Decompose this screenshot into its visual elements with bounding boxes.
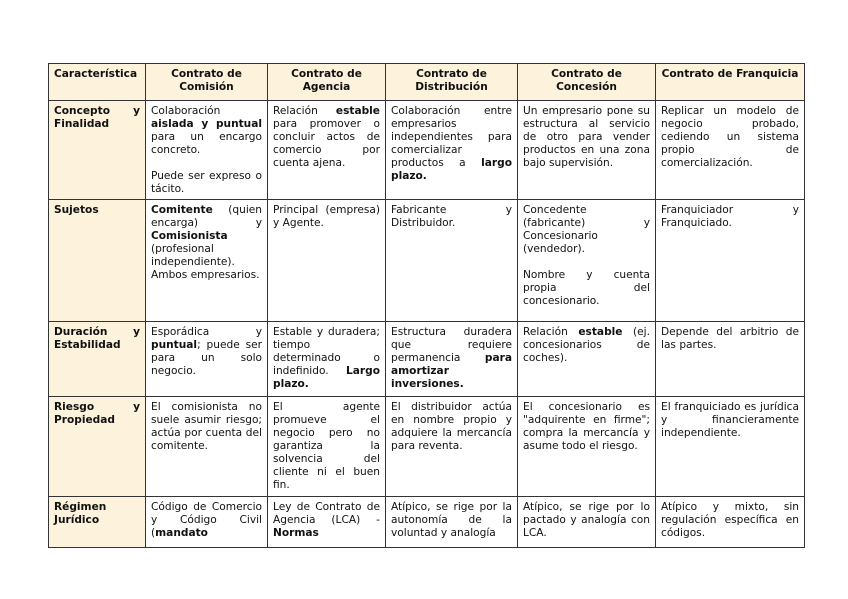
header-row [49, 64, 805, 101]
cell-text: Replicar un modelo de negocio probado, cediendo un sistema propio de comercialización. [661, 105, 799, 169]
cell-text: El distribuidor actúa en nombre propio y adquiere la mercancía para reventa. [391, 401, 512, 452]
bold-text: Largo plazo. [273, 365, 380, 390]
bold-text: Comitente [151, 204, 213, 216]
cell-text: Ley de Contrato de Agencia (LCA) - [273, 501, 380, 526]
table-cell [518, 497, 656, 548]
table-cell [518, 200, 656, 322]
cell-text: Relación [523, 326, 579, 338]
bold-text: mandato [155, 527, 208, 539]
header-agencia: Contrato de Agencia [268, 64, 386, 101]
table-cell [268, 322, 386, 397]
cell-text: Colaboración [151, 105, 221, 117]
table-row [49, 322, 805, 397]
bold-text: estable [335, 105, 380, 117]
table-cell [656, 397, 805, 497]
table-row [49, 200, 805, 322]
cell-text: El franquiciado es jurídica y financieramente independiente. [661, 401, 799, 439]
cell-paragraph [151, 170, 262, 196]
header-franquicia: Contrato de Franquicia [656, 64, 805, 101]
table-cell [146, 322, 268, 397]
cell-text: Depende del arbitrio de las partes. [661, 326, 799, 351]
table-cell [268, 101, 386, 200]
cell-text: Nombre y cuenta propia del concesionario. [523, 269, 650, 307]
cell-text: (profesional independiente). Ambos empresarios. [151, 243, 260, 281]
bold-text: para amortizar inversiones. [391, 352, 512, 390]
table-cell [386, 497, 518, 548]
cell-text: ; puede ser para un solo negocio. [151, 339, 262, 377]
cell-text: Estructura duradera que requiere permanencia [391, 326, 512, 364]
cell-text: Fabricante y Distribuidor. [391, 204, 512, 229]
table-row [49, 497, 805, 548]
cell-text: Atípico, se rige por lo pactado y analogía con LCA. [523, 501, 650, 539]
table-cell [656, 200, 805, 322]
table-cell [386, 322, 518, 397]
table-cell [386, 101, 518, 200]
table-row [49, 397, 805, 497]
cell-text: (ej. concesionarios de coches). [523, 326, 650, 364]
cell-text: Un empresario pone su estructura al servicio de otro para vender productos en una zona bajo supervisión. [523, 105, 650, 169]
bold-text: puntual [151, 339, 198, 351]
contracts-comparison-table [48, 63, 805, 548]
table-cell [386, 397, 518, 497]
cell-text: Estable y duradera; tiempo determinado o indefinido. [273, 326, 380, 377]
cell-text: El comisionista no suele asumir riesgo; actúa por cuenta del comitente. [151, 401, 262, 452]
cell-text: Concedente (fabricante) y Concesionario (vendedor). [523, 204, 650, 255]
table-cell [656, 322, 805, 397]
table-cell [386, 200, 518, 322]
row-label: Sujetos [49, 200, 146, 322]
cell-text: Código de Comercio y Código Civil ( [151, 501, 262, 539]
table-cell [146, 101, 268, 200]
table-cell [146, 497, 268, 548]
table-cell [518, 397, 656, 497]
header-distribucion: Contrato de Distribución [386, 64, 518, 101]
row-label: Régimen Jurídico [49, 497, 146, 548]
table-cell [518, 322, 656, 397]
cell-text: Atípico, se rige por la autonomía de la voluntad y analogía [391, 501, 512, 539]
cell-text: para promover o concluir actos de comercio por cuenta ajena. [273, 118, 380, 169]
table-cell [518, 101, 656, 200]
table-cell [656, 497, 805, 548]
header-concesion: Contrato de Concesión [518, 64, 656, 101]
cell-text: Franquiciador y Franquiciado. [661, 204, 799, 229]
cell-text: Principal (empresa) y Agente. [273, 204, 380, 229]
header-caracteristica: Característica [49, 64, 146, 101]
cell-text: El agente promueve el negocio pero no garantiza la solvencia del cliente ni el buen fin. [273, 401, 380, 491]
cell-text: Relación [273, 105, 336, 117]
table-cell [268, 200, 386, 322]
table-cell [146, 397, 268, 497]
cell-text: para un encargo concreto. [151, 131, 262, 156]
cell-text: (quien encarga) y [151, 204, 262, 229]
header-comision: Contrato de Comisión [146, 64, 268, 101]
table-cell [268, 497, 386, 548]
row-label: Duración y Estabilidad [49, 322, 146, 397]
cell-text: Esporádica y [151, 326, 262, 338]
cell-text: El concesionario es "adquirente en firme"; compra la mercancía y asume todo el riesgo. [523, 401, 650, 452]
table-cell [656, 101, 805, 200]
table-cell [268, 397, 386, 497]
bold-text: estable [578, 326, 623, 338]
row-label: Concepto y Finalidad [49, 101, 146, 200]
bold-text: Normas [273, 527, 319, 539]
bold-text: largo plazo. [391, 157, 512, 182]
cell-text: Colaboración entre empresarios independientes para comercializar productos a [391, 105, 512, 169]
row-label: Riesgo y Propiedad [49, 397, 146, 497]
table-cell [146, 200, 268, 322]
cell-text: Puede ser expreso o tácito. [151, 170, 262, 195]
cell-text: Atípico y mixto, sin regulación específica en códigos. [661, 501, 799, 539]
bold-text: Comisionista [151, 230, 228, 242]
cell-paragraph [523, 269, 650, 308]
bold-text: aislada y puntual [151, 118, 262, 130]
table-row [49, 101, 805, 200]
